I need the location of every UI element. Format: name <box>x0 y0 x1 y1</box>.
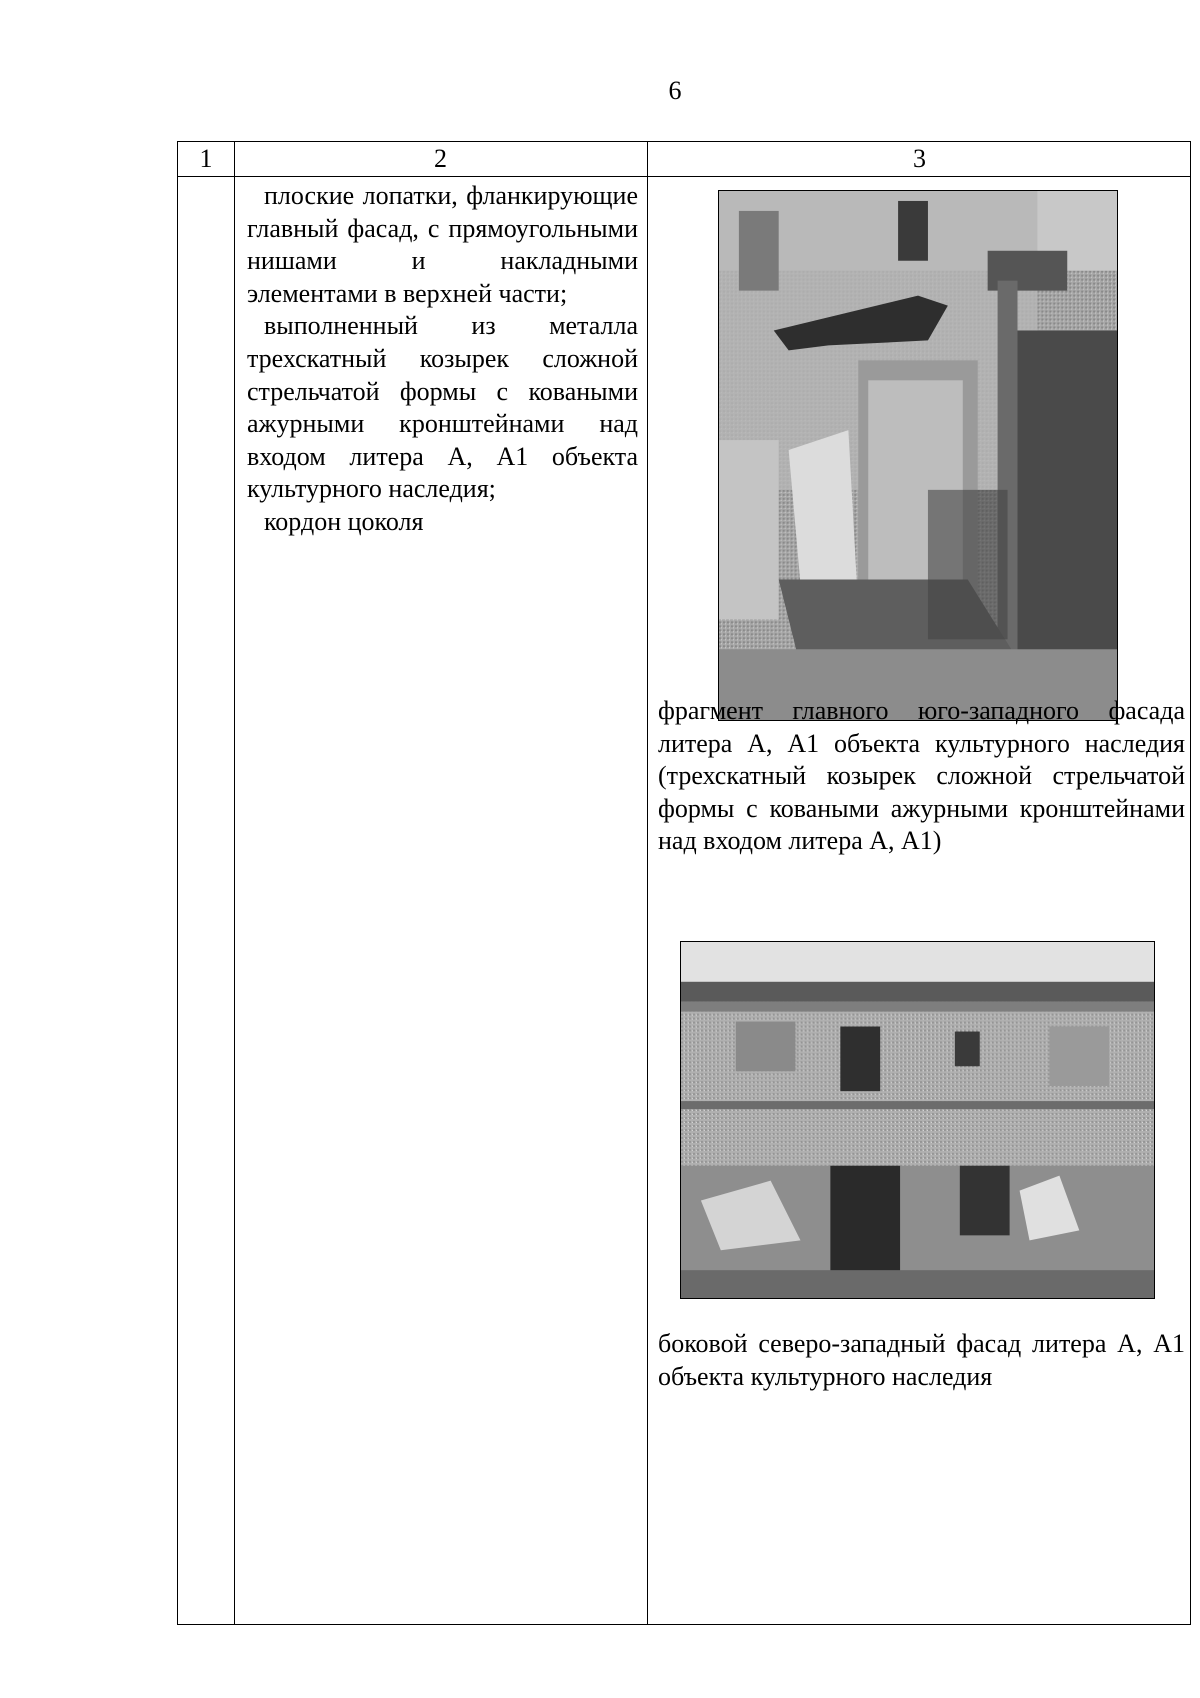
description-paragraph: кордон цоколя <box>264 506 424 536</box>
column-divider <box>234 142 235 1624</box>
header-divider <box>178 176 1190 177</box>
column-header-1: 1 <box>199 144 213 173</box>
page-number: 6 <box>668 76 682 105</box>
side-facade-photo <box>680 941 1155 1299</box>
photo-caption: фрагмент главного юго-западного фасада литера А, А1 объекта культурного наследия (трехскатный козырек сложной стрельчатой формы с коваными ажурными кронштейнами над входом литера А, А1) <box>658 696 1185 856</box>
description-paragraph: плоские лопатки, фланкирующие главный фасад, с прямоугольными нишами и накладными элементами в верхней части; <box>247 181 638 308</box>
column-header-3: 3 <box>913 144 926 173</box>
entrance-canopy-photo <box>718 190 1118 721</box>
photo-caption: боковой северо-западный фасад литера А, А1 объекта культурного наследия <box>658 1329 1185 1391</box>
column-divider <box>647 142 648 1624</box>
column-header-2: 2 <box>434 144 447 173</box>
description-paragraph: выполненный из металла трехскатный козырек сложной стрельчатой формы с коваными ажурными кронштейнами над входом литера А, А1 объекта культурного наследия; <box>247 311 638 504</box>
element-description <box>247 180 638 539</box>
heritage-elements-table <box>177 141 1191 1625</box>
